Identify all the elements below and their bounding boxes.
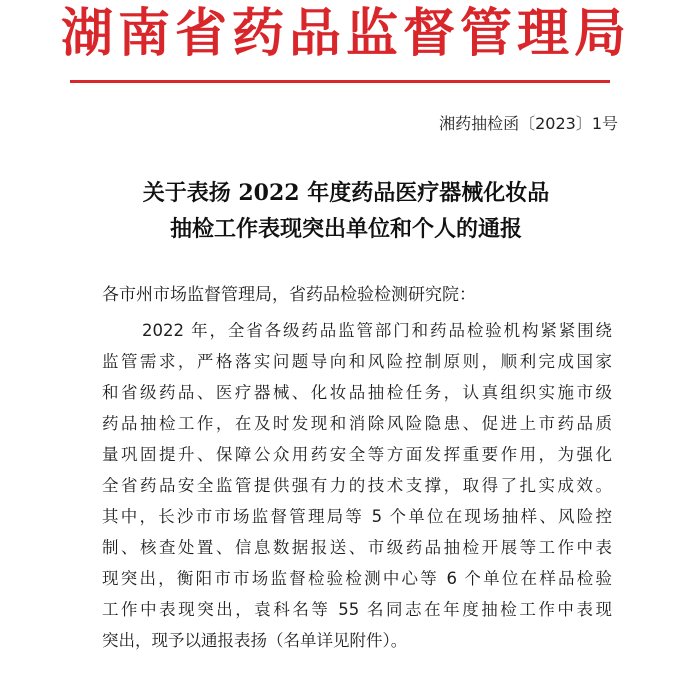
body-line: 监管需求，严格落实问题导向和风险控制原则，顺利完成国家 xyxy=(102,352,612,371)
document-title-line-1: 关于表扬 2022 年度药品医疗器械化妆品 xyxy=(142,180,550,206)
body-line: 2022 年，全省各级药品监管部门和药品检验机构紧紧围绕 xyxy=(142,321,612,340)
agency-letterhead: 湖南省药品监督管理局 xyxy=(60,4,631,64)
letterhead-rule xyxy=(70,80,610,83)
body-line: 其中，长沙市市场监督管理局等 5 个单位在现场抽样、风险控 xyxy=(102,507,612,526)
document-number: 湘药抽检函〔2023〕1号 xyxy=(439,114,618,133)
body-line: 制、核查处置、信息数据报送、市级药品抽检开展等工作中表 xyxy=(102,538,612,557)
salutation: 各市州市场监督管理局，省药品检验检测研究院： xyxy=(102,285,476,305)
body-line: 和省级药品、医疗器械、化妆品抽检任务，认真组织实施市级 xyxy=(102,383,612,402)
body-line: 量巩固提升、保障公众用药安全等方面发挥重要作用，为强化 xyxy=(102,445,612,464)
body-line: 现突出，衡阳市市场监督检验检测中心等 6 个单位在样品检验 xyxy=(102,569,612,588)
body-line: 全省药品安全监管提供强有力的技术支撑，取得了扎实成效。 xyxy=(102,476,612,495)
body-line: 工作中表现突出，袁科名等 55 名同志在年度抽检工作中表现 xyxy=(102,600,612,619)
body-line: 药品抽检工作，在及时发现和消除风险隐患、促进上市药品质 xyxy=(102,414,612,433)
document-title-line-2: 抽检工作表现突出单位和个人的通报 xyxy=(169,216,522,242)
body-line: 突出，现予以通报表扬（名单详见附件）。 xyxy=(102,631,408,650)
